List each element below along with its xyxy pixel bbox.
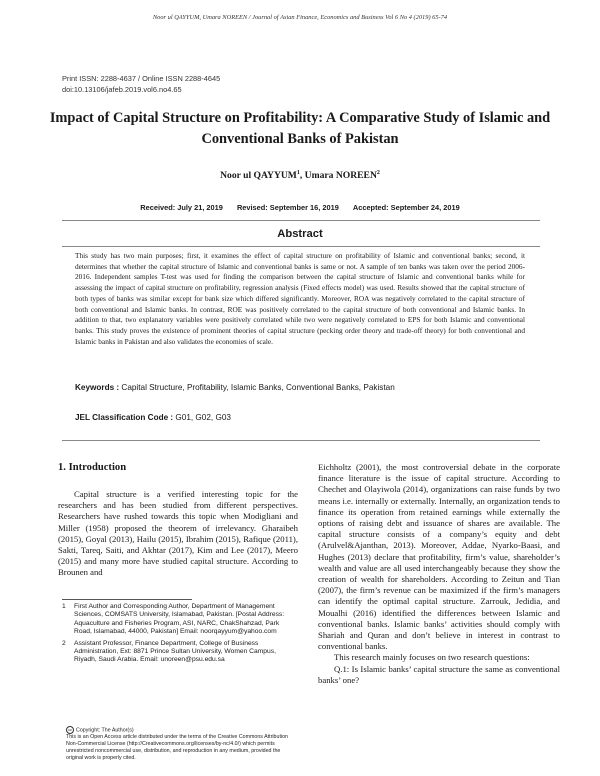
footnote-1-number: 1 [62, 603, 66, 610]
author-line [0, 170, 600, 181]
footnotes [62, 603, 298, 668]
right-paragraph-1: Eichholtz (2001), the most controversial debate in the corporate finance literature is the issue of capital structure. According to Chechet and Olayiwola (2014), organizations can raise funds by two means i.e. internally or externally. Internally, an organization tends to finance its operation from retained earnings while externally the options of raising debt and issuance of shares are available. The capital structure consists of a company’s equity and debt (Arulvel&Ajanthan, 2013). Moreover, Addae, Nyarko-Baasi, and Hughes (2013) declare that profitability, firm’s value, shareholder’s wealth and value are all used interchangeably because they show the creation of wealth for shareholders. According to Zeitun and Tian (2007), the firm’s revenue can be maximized if the firm’s managers can identify the optimal capital structure. Zarrouk, Jedidia, and Moualhi (2016) identified the differences between Islamic and conventional banks. Islamic banks’ activities should comply with Shariah and Quran and don’t believe in interest in contrast to conventional banks. [318, 462, 560, 652]
title-line-1: Impact of Capital Structure on Profitability: A Comparative Study of Islamic and [49, 110, 551, 126]
footnote-2-text: Assistant Professor, Finance Department, College of Business Administration, Ext: 8871 Prince Sultan University, Women Campus, Riyadh, Saudi Arabia. Email: unoreen@psu.edu.sa [74, 639, 276, 664]
abstract-text: This study has two main purposes; first, it examines the effect of capital structure on profitability of Islamic and conventional banks; second, it determines that whether the capital structure of Islamic and conventional banks is same or not. A sample of ten banks was taken over the period 2006-2016. Independent samples T-test was used for finding the comparison between the capital structure of Islamic and conventional banks while for assessing the impact of capital structure on profitability, regression analysis (Fixed effects model) was used. Results showed that the capital structure of both types of banks was similar except for bank size which differed significantly. Moreover, ROA was negatively correlated to the capital structure of both conventional and Islamic banks. In contrast, ROE was positively correlated to the capital structure of both conventional and Islamic banks. In addition to that, two explanatory variables were positively correlated while two were negatively correlated to EPS for both Islamic and conventional banks. This study proves the existence of prominent theories of capital structure (pecking order theory and trade-off theory) for both conventional and Islamic banks in Pakistan and also validates the economies of scale. [75, 251, 525, 346]
jel-code [75, 413, 535, 422]
keywords-label: Keywords : [75, 383, 120, 392]
abstract-bottom-rule [62, 246, 540, 247]
left-column [58, 462, 298, 579]
jel-label: JEL Classification Code : [75, 413, 174, 422]
footnote-1 [62, 603, 298, 637]
revised-date: Revised: September 16, 2019 [236, 203, 339, 212]
copyright-title: Copyright: The Author(s) [76, 727, 134, 734]
copyright-notice [66, 726, 298, 762]
author-2-mark: 2 [376, 170, 380, 176]
paper-title [40, 108, 560, 150]
running-head: Noor ul QAYYUM, Umara NOREEN / Journal of Asian Finance, Economics and Business Vol 6 No 4 (2019) 65-74 [152, 14, 448, 21]
copyright-text: This is an Open Access article distributed under the terms of the Creative Commons Attribution Non-Commercial License (http://Creativecommons.org/licenses/by-nc/4.0/) which permits unrestricted noncommercial use, distribution, and reproduction in any medium, provided the original work is properly cited. [66, 734, 288, 762]
footnote-2 [62, 640, 298, 665]
footnote-1-text: First Author and Corresponding Author, Department of Management Sciences, COMSATS University, Islamabad, Pakistan. [Postal Address: Aquaculture and Fisheries Program, ASI, NARC, ChakShahzad, Park Road, Islamabad, 44000, Pakistan] Email: noorqayyum@yahoo.com [74, 603, 285, 636]
author-1: Noor ul QAYYUM [220, 170, 297, 182]
intro-heading: 1. Introduction [58, 462, 127, 473]
accepted-date: Accepted: September 24, 2019 [352, 203, 460, 212]
abstract-heading: Abstract [277, 228, 323, 240]
keywords [75, 383, 535, 392]
footnote-rule [62, 599, 192, 600]
copyright-title-line [66, 726, 298, 734]
intro-paragraph: Capital structure is a verified interesting topic for the researchers and has been studied from different perspectives. Researchers have rushed towards this topic when Modigliani and Miller (1958) proposed the theorem of irrelevancy. Gharaibeh (2015), Goyal (2013), Hailu (2015), Ibrahim (2015), Rafique (2011), Sakti, Tareq, Saiti, and Akhtar (2017), Kim and Lee (2017), Meero (2015) and many more have studied capital structure. According to Brounen and [58, 489, 298, 578]
footnote-2-number: 2 [62, 639, 66, 647]
author-1-mark: 1 [296, 170, 300, 176]
received-date: Received: July 21, 2019 [140, 203, 223, 212]
jel-text: G01, G02, G03 [173, 413, 231, 422]
author-2: Umara NOREEN [304, 170, 377, 182]
author-separator: , [299, 170, 305, 182]
copyright-icon: cc [66, 726, 74, 734]
issn-block [62, 73, 220, 95]
section-divider-rule [62, 440, 540, 441]
abstract-top-rule [62, 220, 540, 221]
doi-line: doi:10.13106/jafeb.2019.vol6.no4.65 [62, 85, 182, 94]
keywords-text: Capital Structure, Profitability, Islamic Banks, Conventional Banks, Pakistan [119, 383, 395, 392]
right-column [318, 462, 560, 686]
title-line-2: Conventional Banks of Pakistan [201, 131, 399, 147]
right-paragraph-2: This research mainly focuses on two research questions: [334, 652, 530, 663]
right-paragraph-3: Q.1: Is Islamic banks’ capital structure the same as conventional banks’ one? [318, 663, 560, 685]
issn-line: Print ISSN: 2288-4637 / Online ISSN 2288-4645 [62, 74, 221, 83]
date-line [0, 203, 600, 212]
